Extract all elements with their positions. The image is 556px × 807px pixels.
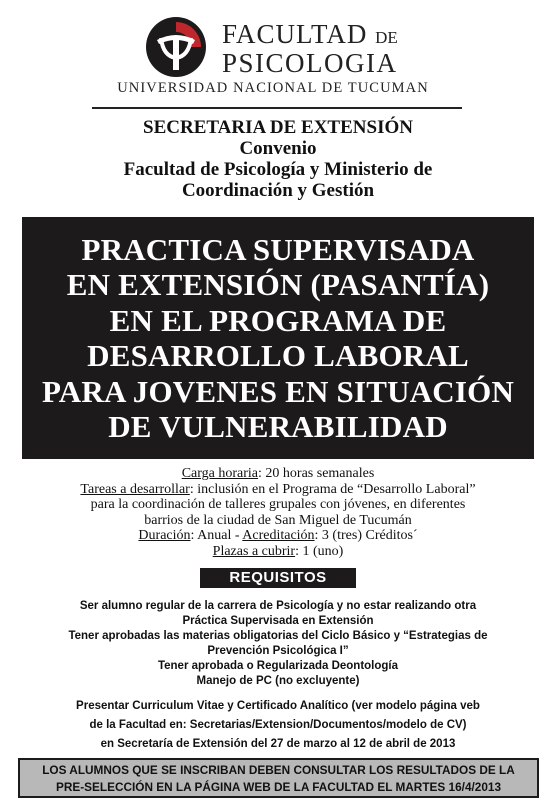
convenio-line-1: Facultad de Psicología y Ministerio de: [123, 159, 433, 180]
tareas-line-3: barrios de la ciudad de San Miguel de Tucumán: [144, 512, 412, 528]
plazas-row: [0, 544, 556, 560]
plazas-label: Plazas a cubrir: [212, 543, 296, 559]
title-banner: [22, 217, 534, 459]
requisito-line: Tener aprobadas las materias obligatorias del Ciclo Básico y “Estrategias de: [68, 630, 488, 642]
banner-line: EN EL PROGRAMA DE: [109, 302, 447, 338]
requisitos-list: [0, 599, 556, 689]
faculty-de-word: DE: [375, 28, 398, 47]
convenio-line-2: Coordinación y Gestión: [181, 180, 375, 201]
banner-line: DE VULNERABILIDAD: [108, 409, 448, 444]
banner-line: PRACTICA SUPERVISADA: [81, 231, 475, 267]
requisito-line: Ser alumno regular de la carrera de Psicología y no estar realizando otra: [79, 600, 477, 612]
psi-logo-icon: [145, 16, 207, 78]
notice-box: [18, 758, 539, 798]
notice-line-1: LOS ALUMNOS QUE SE INSCRIBAN DEBEN CONSULTAR LOS RESULTADOS DE LA: [42, 763, 515, 777]
details-block: [0, 466, 556, 559]
notice-line-2: PRE-SELECCIÓN EN LA PÁGINA WEB DE LA FACULTAD EL MARTES 16/4/2013: [55, 780, 502, 794]
carga-horaria-value: : 20 horas semanales: [258, 466, 375, 481]
plazas-value: : 1 (uno): [295, 543, 344, 559]
convenio-label: Convenio: [239, 138, 317, 159]
presentar-line: en Secretaría de Extensión del 27 de marzo al 12 de abril de 2013: [100, 738, 456, 750]
acreditacion-label: Acreditación: [242, 528, 315, 543]
university-name: UNIVERSIDAD NACIONAL DE TUCUMAN: [117, 80, 429, 96]
faculty-name-line1: FACULTAD DE: [222, 19, 398, 49]
banner-line: DESARROLLO LABORAL: [87, 338, 469, 373]
tareas-line-2: para la coordinación de talleres grupales con jóvenes, en diferentes: [90, 497, 466, 512]
carga-horaria-row: [0, 466, 556, 482]
banner-line: PARA JOVENES EN SITUACIÓN: [41, 373, 515, 409]
tareas-label: Tareas a desarrollar: [80, 481, 190, 497]
presentar-line: de la Facultad en: Secretarias/Extension/Documentos/modelo de CV): [89, 719, 467, 731]
presentar-block: [0, 697, 556, 754]
acreditacion-value: : 3 (tres) Créditos´: [314, 528, 418, 543]
presentar-line: Presentar Curriculum Vitae y Certificado Analítico (ver modelo página veb: [76, 700, 480, 712]
secretaria-title: SECRETARIA DE EXTENSIÓN: [143, 117, 413, 138]
duracion-value: : Anual -: [190, 528, 243, 543]
duracion-row: [0, 528, 556, 544]
banner-line: EN EXTENSIÓN (PASANTÍA): [66, 267, 490, 302]
faculty-name-line2: PSICOLOGIA: [222, 48, 398, 78]
header-divider: [92, 107, 462, 109]
carga-horaria-label: Carga horaria: [181, 466, 259, 481]
tareas-row: [0, 482, 556, 498]
faculty-header: [0, 6, 556, 104]
requisitos-heading: REQUISITOS: [200, 568, 356, 588]
tareas-value: : inclusión en el Programa de “Desarrollo Laboral”: [189, 481, 476, 497]
secretaria-block: [0, 117, 556, 201]
requisito-line: Tener aprobada o Regularizada Deontología: [157, 660, 399, 672]
requisito-line: Manejo de PC (no excluyente): [196, 675, 360, 687]
requisito-line: Práctica Supervisada en Extensión: [182, 615, 374, 627]
requisito-line: Prevención Psicológica I”: [207, 645, 349, 657]
duracion-label: Duración: [138, 528, 191, 543]
